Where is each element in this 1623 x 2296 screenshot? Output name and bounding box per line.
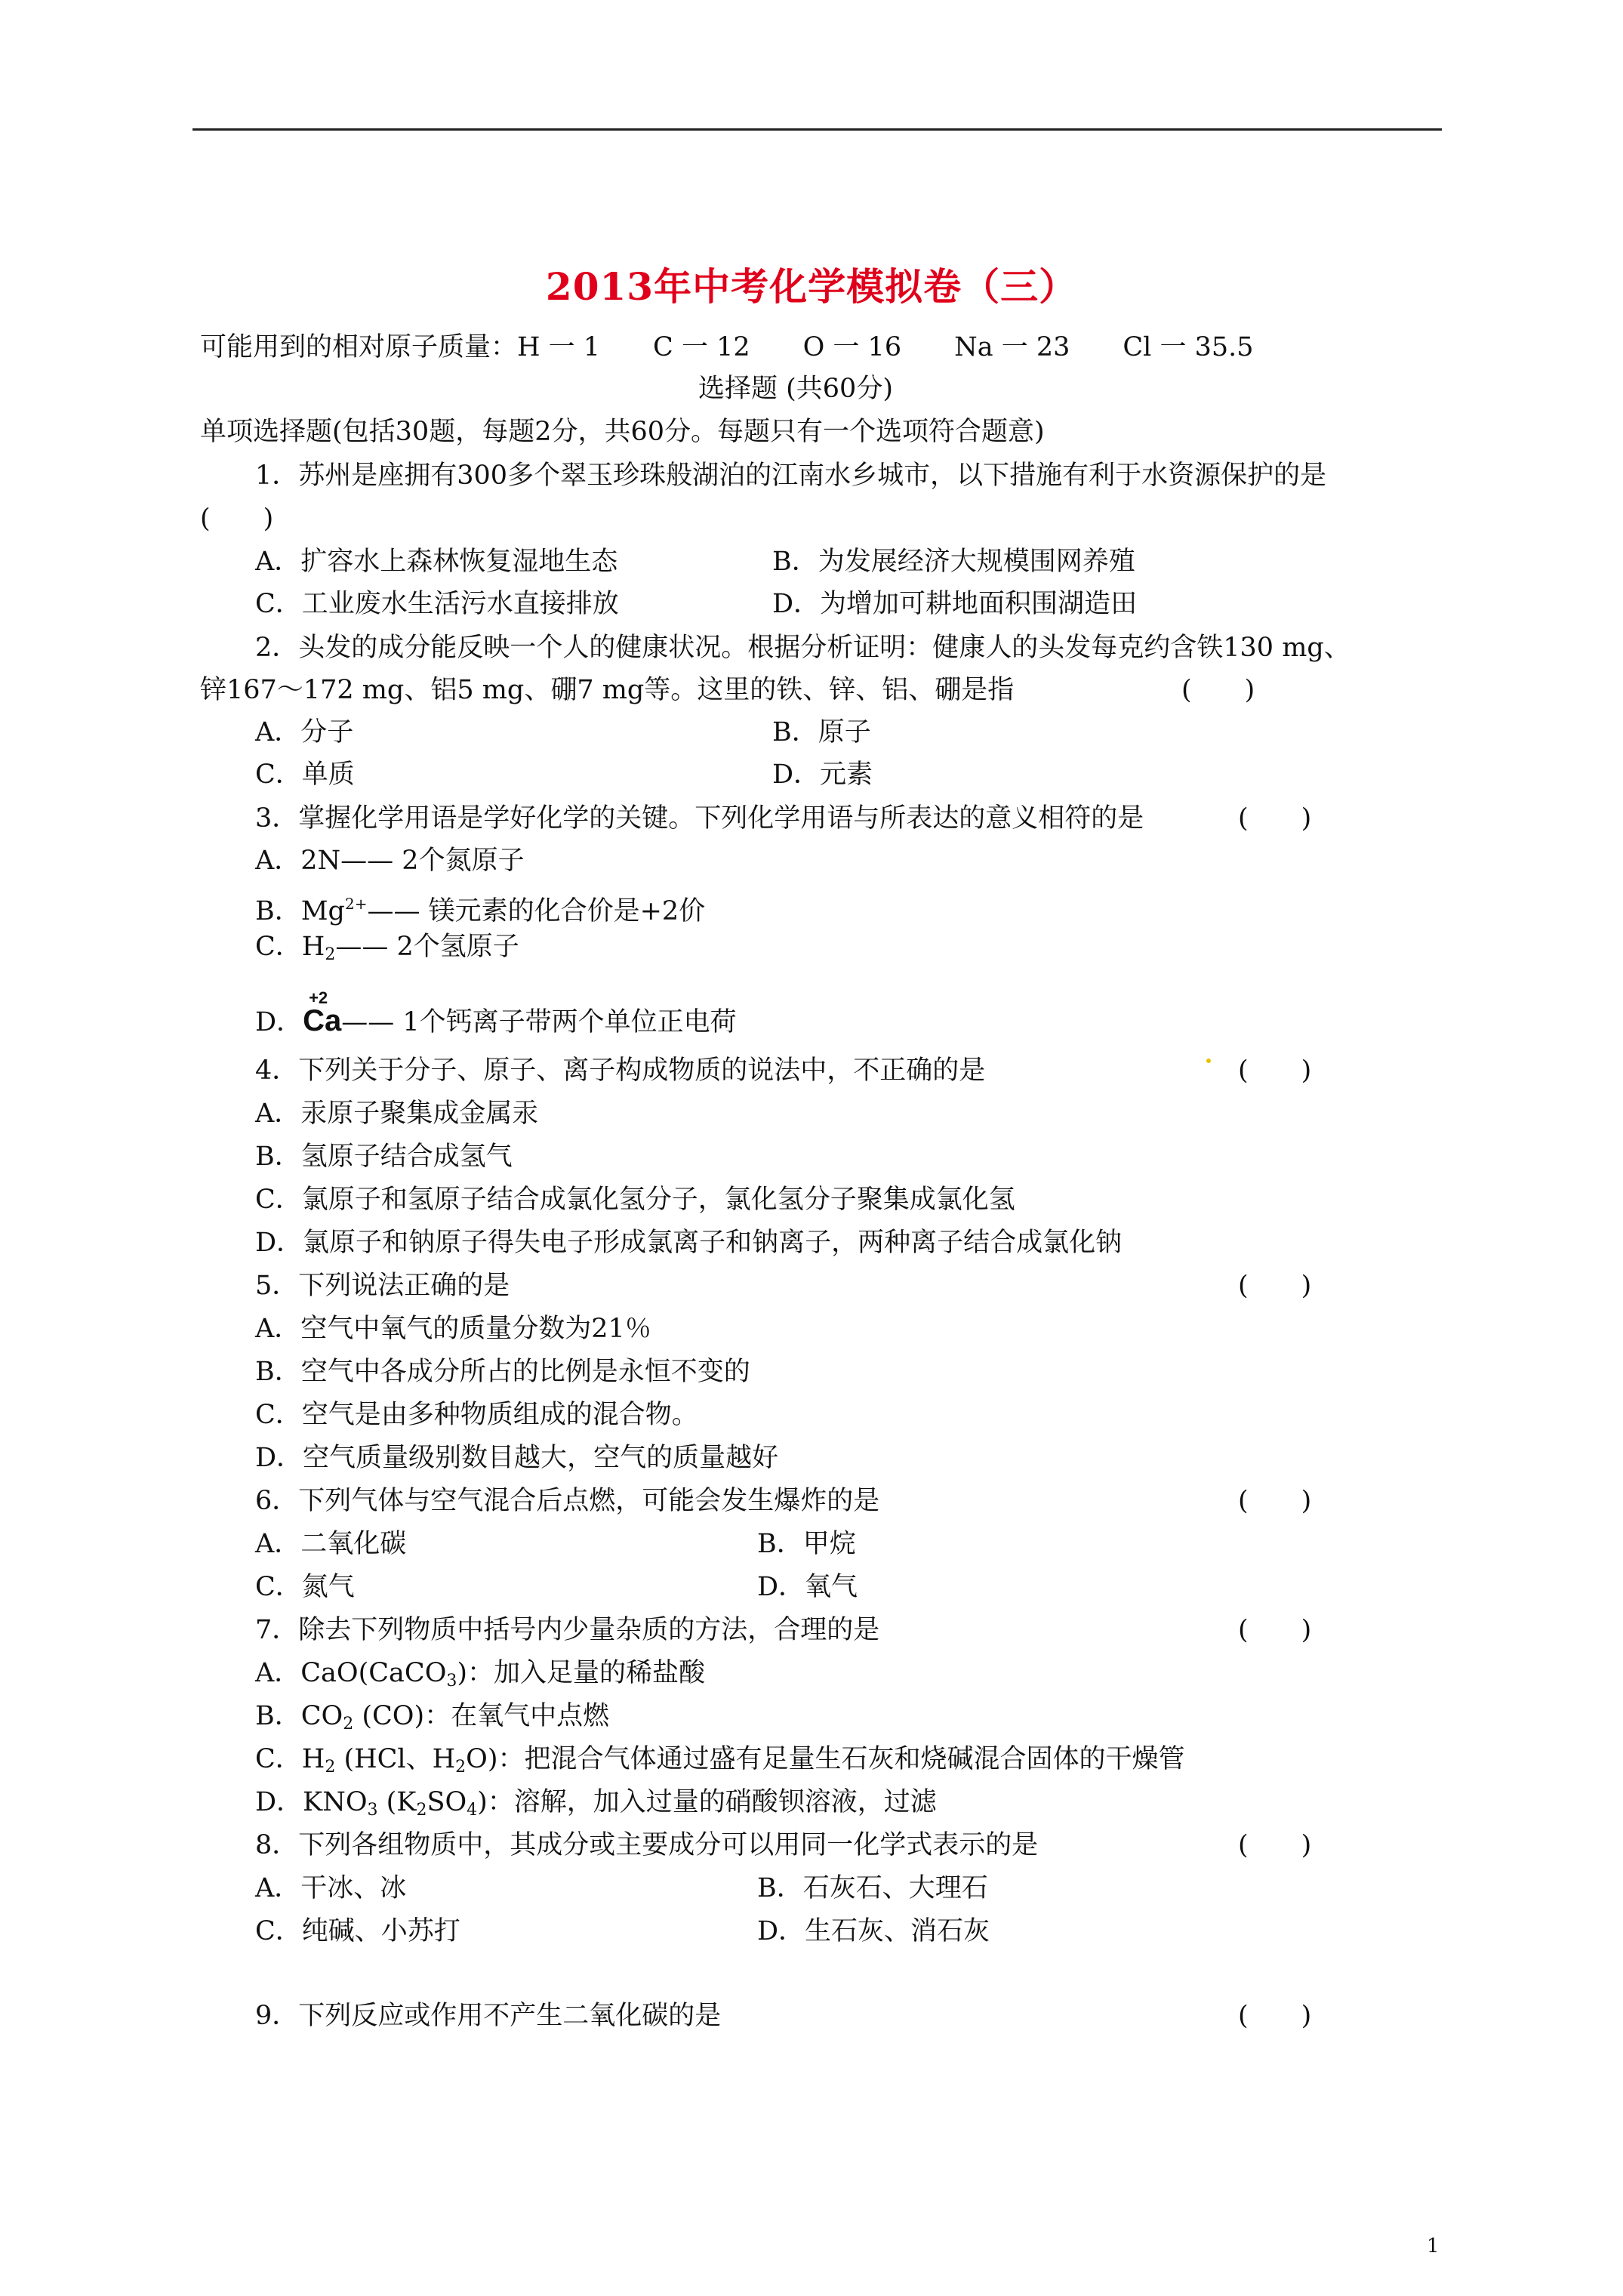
q5-option-d: D．空气质量级别数目越大，空气的质量越好 [255, 1443, 779, 1473]
q9-answer-paren: ( ) [1238, 2001, 1312, 2031]
q4-answer-paren: ( ) [1238, 1056, 1312, 1086]
q8-option-b: B．石灰石、大理石 [757, 1873, 988, 1903]
q5-option-a: A．空气中氧气的质量分数为21％ [255, 1314, 651, 1344]
atomic-masses: 可能用到的相对原子质量：H 一 1 C 一 12 O 一 16 Na 一 23 Cl 一 35.5 [200, 332, 1254, 362]
q7-option-b: B．$CO_2$ (CO)：在氧气中点燃 [255, 1701, 610, 1734]
q6-stem: 6．下列气体与空气混合后点燃，可能会发生爆炸的是 [255, 1486, 880, 1516]
q3-option-d: D． +2 Ca—— 1个钙离子带两个单位正电荷 [255, 988, 737, 1037]
section-intro: 单项选择题(包括30题，每题2分，共60分。每题只有一个选项符合题意) [200, 417, 1045, 447]
q4-option-a: A．汞原子聚集成金属汞 [255, 1099, 539, 1129]
section-title: 选择题 (共60分) [698, 374, 893, 404]
stray-mark [1206, 1059, 1211, 1063]
q1-option-d: D．为增加可耕地面积围湖造田 [772, 589, 1138, 619]
q2-option-b: B．原子 [772, 717, 871, 747]
q8-answer-paren: ( ) [1238, 1830, 1312, 1860]
q6-option-b: B．甲烷 [757, 1529, 856, 1559]
q5-stem: 5．下列说法正确的是 [255, 1271, 510, 1301]
q7-option-d: D．$KNO_3$ $(K_2SO_4)$：溶解，加入过量的硝酸钡溶液，过滤 [255, 1787, 937, 1820]
q2-stem-line2: 锌167～172 mg、铝5 mg、硼7 mg等。这里的铁、锌、铝、硼是指 [200, 675, 1015, 705]
q1-stem: 1．苏州是座拥有300多个翠玉珍珠般湖泊的江南水乡城市，以下措施有利于水资源保护的是 [255, 461, 1327, 491]
q1-option-c: C．工业废水生活污水直接排放 [255, 589, 619, 619]
q2-answer-paren: ( ) [1181, 675, 1255, 705]
q8-stem: 8．下列各组物质中，其成分或主要成分可以用同一化学式表示的是 [255, 1830, 1039, 1860]
q2-stem-line1: 2．头发的成分能反映一个人的健康状况。根据分析证明：健康人的头发每克约含铁130 mg、 [255, 633, 1350, 663]
q5-option-b: B．空气中各成分所占的比例是永恒不变的 [255, 1357, 750, 1387]
q7-option-a: A．CaO(CaCO$_3$)：加入足量的稀盐酸 [255, 1658, 706, 1690]
q5-option-c: C．空气是由多种物质组成的混合物。 [255, 1400, 698, 1430]
q2-option-d: D．元素 [772, 760, 873, 790]
q7-stem: 7．除去下列物质中括号内少量杂质的方法，合理的是 [255, 1615, 880, 1645]
q1-answer-paren: ( ) [200, 504, 274, 534]
q8-option-a: A．干冰、冰 [255, 1873, 407, 1903]
page-title: 2013年中考化学模拟卷（三） [545, 264, 1078, 309]
q7-option-c: C．$H_2$ (HCl、$H_2O$)：把混合气体通过盛有足量生石灰和烧碱混合固体的干燥管 [255, 1744, 1185, 1777]
q3-option-c: C．$H_2——$ 2个氢原子 [255, 932, 519, 964]
q3-stem: 3．掌握化学用语是学好化学的关键。下列化学用语与所表达的意义相符的是 [255, 803, 1144, 834]
q4-option-d: D．氯原子和钠原子得失电子形成氯离子和钠离子，两种离子结合成氯化钠 [255, 1228, 1123, 1258]
q2-option-a: A．分子 [255, 717, 354, 747]
q1-option-a: A．扩容水上森林恢复湿地生态 [255, 547, 618, 577]
calcium-valence-symbol: +2 Ca [303, 988, 342, 1037]
q4-stem: 4．下列关于分子、原子、离子构成物质的说法中，不正确的是 [255, 1056, 986, 1086]
q9-stem: 9．下列反应或作用不产生二氧化碳的是 [255, 2001, 722, 2031]
q3-option-b: B．$Mg^{2+}——$ 镁元素的化合价是+2价 [255, 895, 706, 926]
q3-option-a: A．2N—— 2个氮原子 [255, 846, 525, 876]
q8-option-c: C．纯碱、小苏打 [255, 1916, 460, 1946]
q6-option-a: A．二氧化碳 [255, 1529, 407, 1559]
q5-answer-paren: ( ) [1238, 1271, 1312, 1301]
header-rule [192, 128, 1442, 131]
q2-option-c: C．单质 [255, 760, 355, 790]
q6-option-c: C．氮气 [255, 1572, 355, 1602]
q3-answer-paren: ( ) [1238, 803, 1312, 834]
q6-answer-paren: ( ) [1238, 1486, 1312, 1516]
q6-option-d: D．氧气 [757, 1572, 858, 1602]
q4-option-c: C．氯原子和氢原子结合成氯化氢分子，氯化氢分子聚集成氯化氢 [255, 1185, 1015, 1215]
page-number: 1 [1427, 2235, 1440, 2257]
q8-option-d: D．生石灰、消石灰 [757, 1916, 990, 1946]
q7-answer-paren: ( ) [1238, 1615, 1312, 1645]
q1-option-b: B．为发展经济大规模围网养殖 [772, 547, 1135, 577]
q4-option-b: B．氢原子结合成氢气 [255, 1142, 513, 1172]
